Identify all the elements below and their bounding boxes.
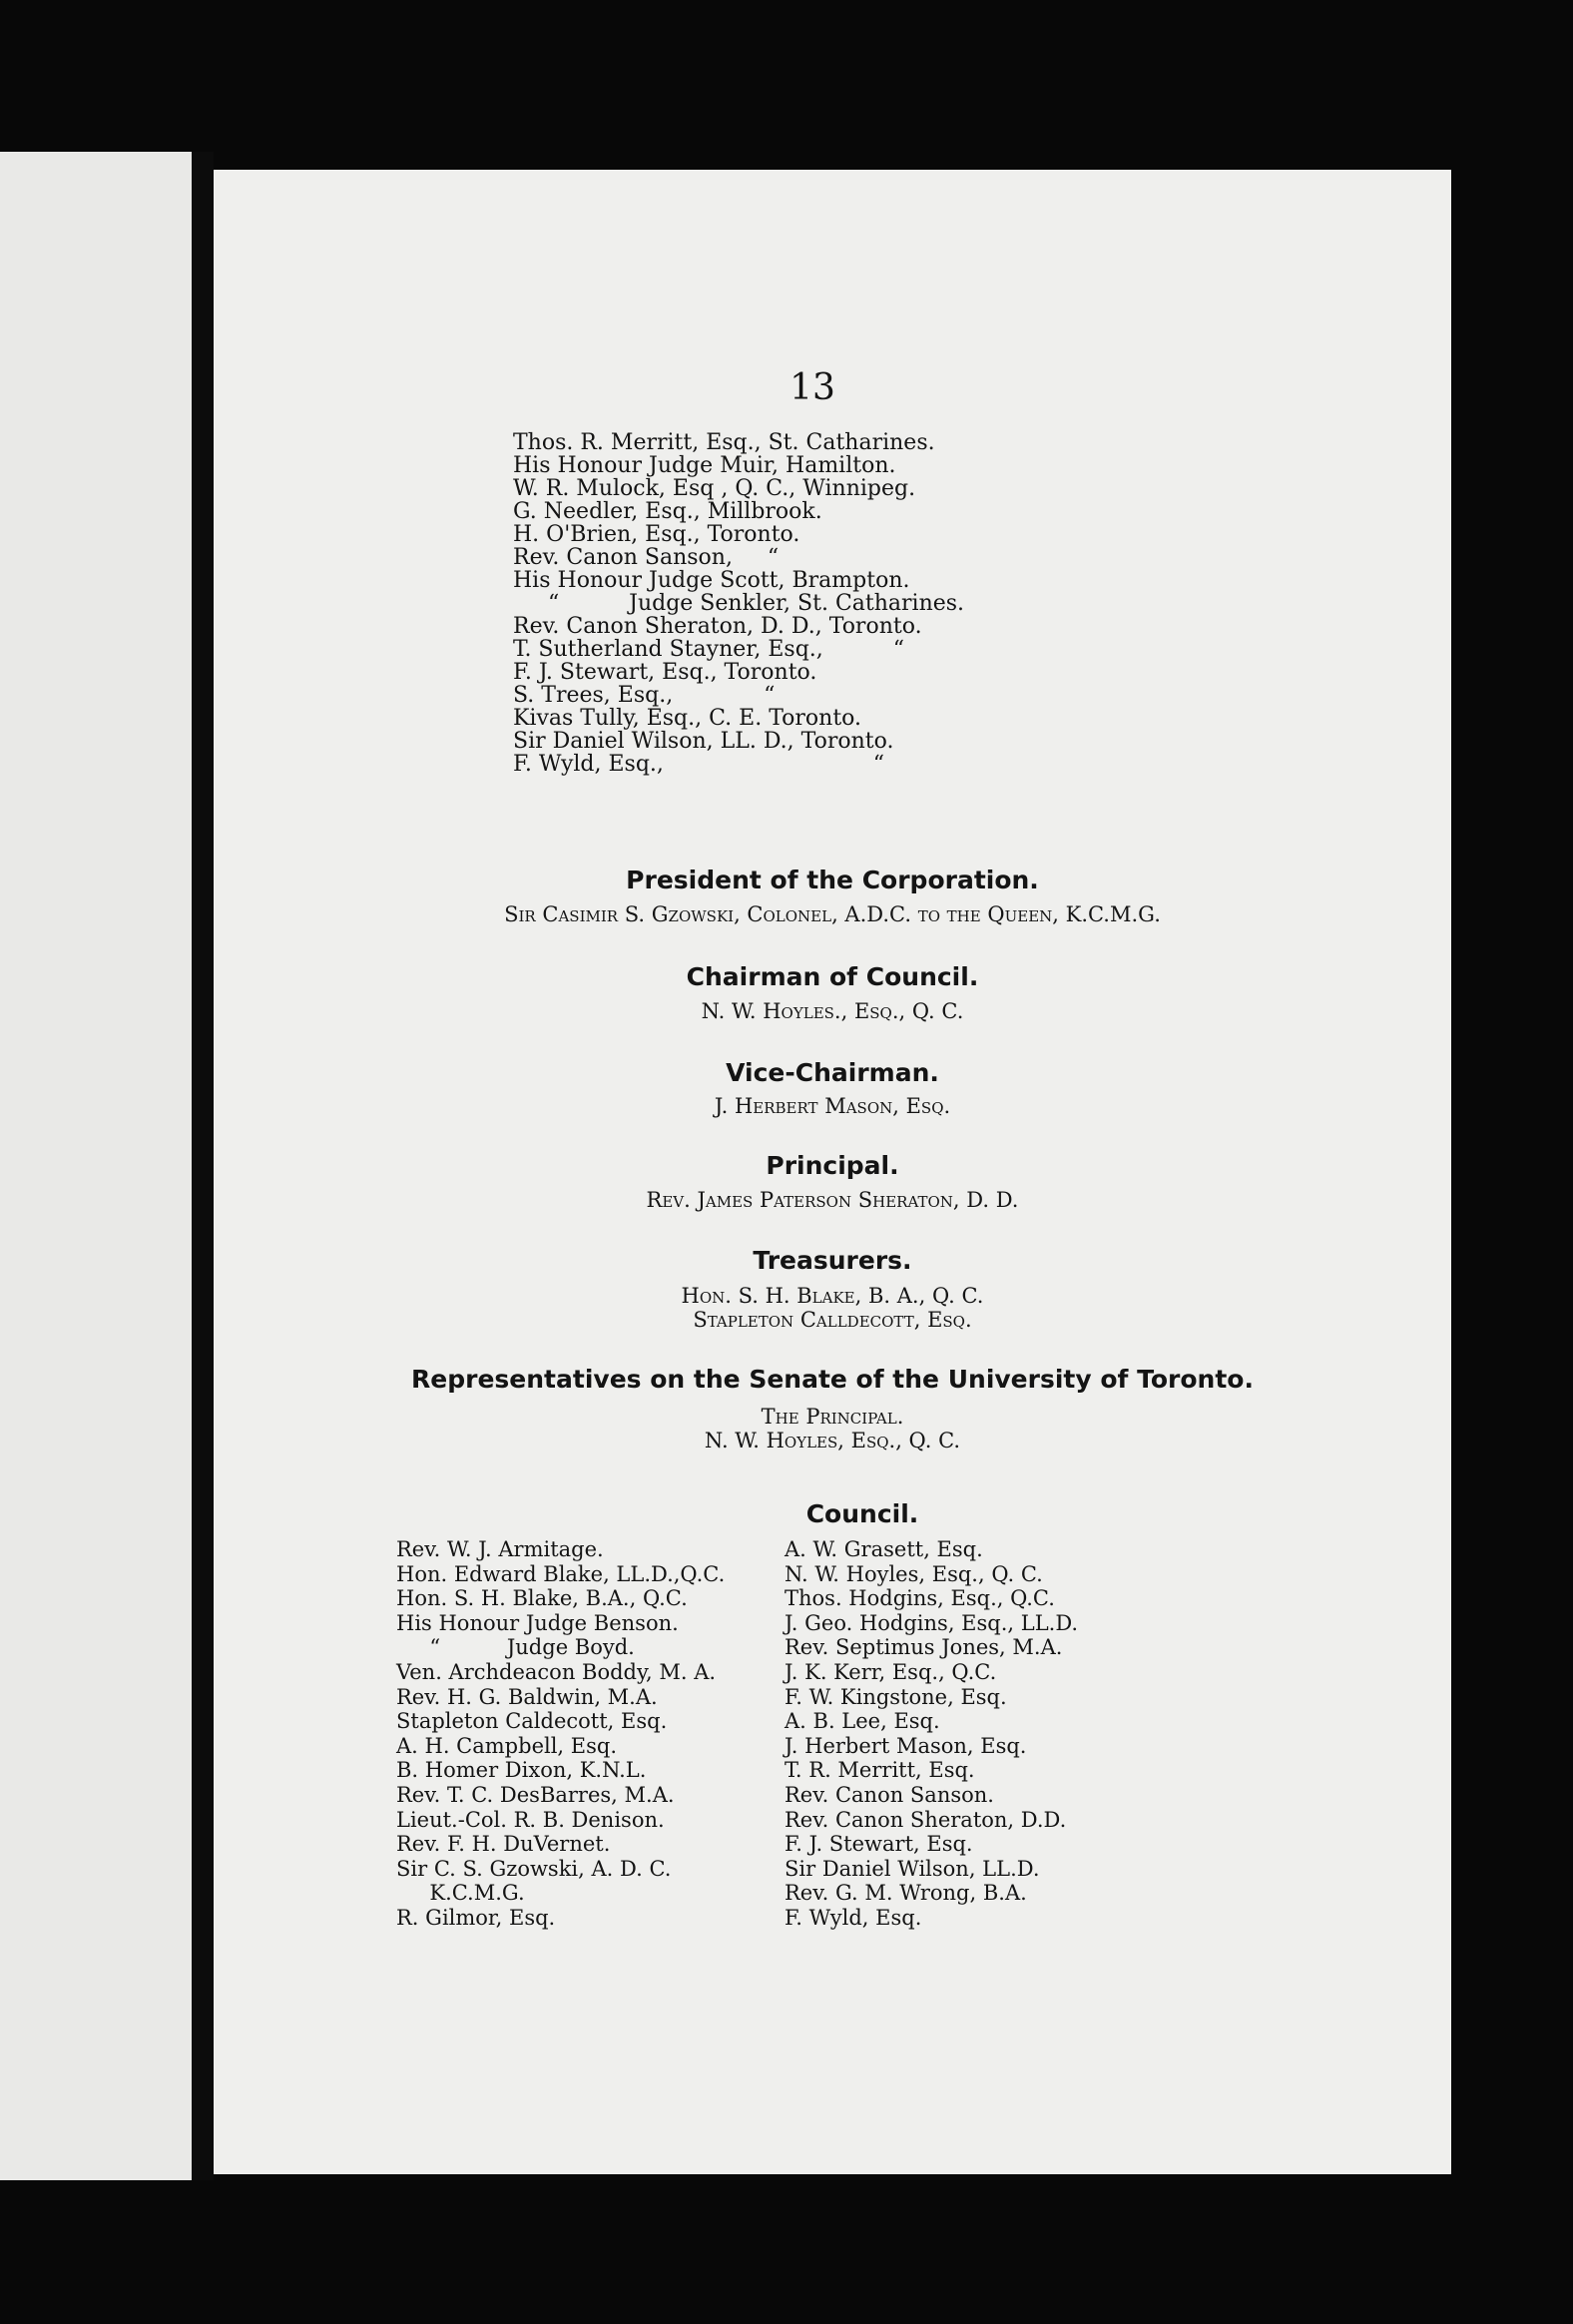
member-entry: Sir Daniel Wilson, LL. D., Toronto. — [513, 729, 894, 754]
member-entry: Rev. Canon Sanson, “ — [513, 545, 780, 570]
council-member: Rev. T. C. DesBarres, M.A. — [396, 1782, 675, 1807]
council-member: A. H. Campbell, Esq. — [396, 1733, 618, 1758]
council-member: J. Geo. Hodgins, Esq., LL.D. — [785, 1610, 1079, 1635]
facing-page-edge — [0, 152, 192, 2180]
president-heading: President of the Corporation. — [626, 866, 1039, 894]
member-entry: His Honour Judge Muir, Hamilton. — [513, 453, 896, 478]
representative-name: The Principal. — [761, 1405, 904, 1429]
council-member: F. J. Stewart, Esq. — [785, 1832, 973, 1857]
council-member: “ Judge Boyd. — [396, 1635, 635, 1660]
vice-chairman-heading: Vice-Chairman. — [726, 1058, 939, 1087]
member-entry: T. Sutherland Stayner, Esq., “ — [513, 637, 904, 662]
council-member: A. W. Grasett, Esq. — [785, 1537, 983, 1561]
treasurer-name: Hon. S. H. Blake, B. A., Q. C. — [681, 1284, 984, 1308]
council-member: B. Homer Dixon, K.N.L. — [396, 1758, 647, 1783]
council-member: Rev. G. M. Wrong, B.A. — [785, 1881, 1027, 1906]
chairman-names — [214, 999, 1451, 1023]
principal-heading: Principal. — [766, 1151, 899, 1180]
principal-names — [214, 1188, 1451, 1212]
representative-name: N. W. Hoyles, Esq., Q. C. — [704, 1429, 961, 1452]
council-member: F. W. Kingstone, Esq. — [785, 1684, 1007, 1709]
council-heading: Council. — [805, 1499, 919, 1528]
council-member: Sir Daniel Wilson, LL.D. — [785, 1856, 1040, 1881]
treasurer-name: Stapleton Calldecott, Esq. — [693, 1308, 972, 1332]
member-entry: W. R. Mulock, Esq , Q. C., Winnipeg. — [513, 476, 916, 501]
council-member: Rev. Canon Sheraton, D.D. — [785, 1807, 1067, 1832]
member-entry: S. Trees, Esq., “ — [513, 683, 776, 708]
council-member: Rev. F. H. DuVernet. — [396, 1832, 611, 1857]
member-list — [513, 431, 964, 776]
member-entry: His Honour Judge Scott, Brampton. — [513, 568, 910, 593]
member-entry: “ Judge Senkler, St. Catharines. — [513, 591, 965, 616]
council-member: F. Wyld, Esq. — [785, 1905, 922, 1930]
vice-chairman-name: J. Herbert Mason, Esq. — [714, 1094, 951, 1118]
council-member: N. W. Hoyles, Esq., Q. C. — [785, 1561, 1043, 1586]
president-names — [214, 902, 1451, 926]
council-member: K.C.M.G. — [396, 1881, 525, 1906]
council-member: Rev. Canon Sanson. — [785, 1782, 994, 1807]
book-page — [214, 170, 1451, 2174]
council-member: Rev. W. J. Armitage. — [396, 1537, 604, 1561]
page-number: 13 — [789, 367, 835, 408]
council-member: A. B. Lee, Esq. — [785, 1709, 940, 1734]
council-member: Lieut.-Col. R. B. Denison. — [396, 1807, 665, 1832]
council-column-left — [396, 1537, 725, 1931]
treasurers-names — [214, 1284, 1451, 1332]
council-member: Thos. Hodgins, Esq., Q.C. — [785, 1586, 1055, 1611]
council-member: Ven. Archdeacon Boddy, M. A. — [396, 1659, 717, 1684]
council-member: R. Gilmor, Esq. — [396, 1905, 556, 1930]
council-member: J. Herbert Mason, Esq. — [785, 1733, 1027, 1758]
council-member: Rev. H. G. Baldwin, M.A. — [396, 1684, 658, 1709]
treasurers-heading: Treasurers. — [753, 1246, 912, 1275]
council-member: J. K. Kerr, Esq., Q.C. — [785, 1659, 997, 1684]
council-column-right — [785, 1537, 1078, 1931]
chairman-heading: Chairman of Council. — [686, 962, 979, 991]
member-entry: Thos. R. Merritt, Esq., St. Catharines. — [513, 430, 935, 455]
member-entry: Kivas Tully, Esq., C. E. Toronto. — [513, 706, 862, 731]
council-member: Hon. Edward Blake, LL.D.,Q.C. — [396, 1561, 726, 1586]
council-member: Rev. Septimus Jones, M.A. — [785, 1635, 1063, 1660]
member-entry: Rev. Canon Sheraton, D. D., Toronto. — [513, 614, 922, 639]
member-entry: F. J. Stewart, Esq., Toronto. — [513, 660, 817, 685]
member-entry: G. Needler, Esq., Millbrook. — [513, 499, 822, 524]
principal-name: Rev. James Paterson Sheraton, D. D. — [646, 1188, 1019, 1212]
book-gutter — [192, 152, 214, 2180]
council-member: His Honour Judge Benson. — [396, 1610, 679, 1635]
vice-chairman-names — [214, 1094, 1451, 1118]
president-name: Sir Casimir S. Gzowski, Colonel, A.D.C. to the Queen, K.C.M.G. — [504, 902, 1161, 926]
council-member: Stapleton Caldecott, Esq. — [396, 1709, 668, 1734]
council-member: T. R. Merritt, Esq. — [785, 1758, 975, 1783]
council-member: Sir C. S. Gzowski, A. D. C. — [396, 1856, 672, 1881]
member-entry: H. O'Brien, Esq., Toronto. — [513, 522, 800, 547]
chairman-name: N. W. Hoyles., Esq., Q. C. — [701, 999, 964, 1023]
representatives-names — [214, 1405, 1451, 1452]
member-entry: F. Wyld, Esq., “ — [513, 752, 884, 777]
council-member: Hon. S. H. Blake, B.A., Q.C. — [396, 1586, 688, 1611]
representatives-heading: Representatives on the Senate of the University of Toronto. — [411, 1365, 1254, 1394]
